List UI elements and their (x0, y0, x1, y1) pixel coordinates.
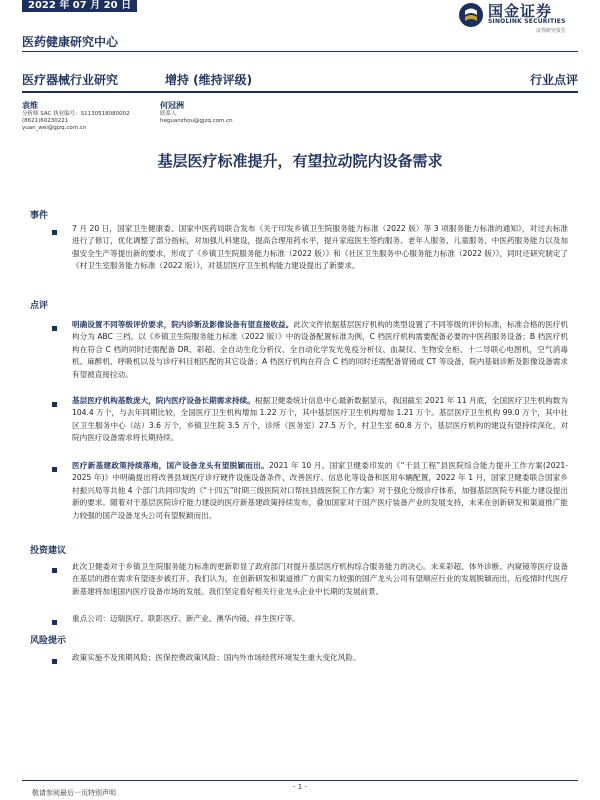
header-divider-thick (22, 91, 578, 93)
comment-text: 此次文件依据基层医疗机构的类型设置了不同等级的评价标准，标准合格的医疗机构分为 ABC 三档。以《乡镇卫生院服务能力标准（2022 版）》中的设备配置标准为例，C 档医疗机构需要配备必要的中医药服务设备；B 档医疗机构在符合 C 档的同时还需配备 DR、彩超、全自动生化分析仪、全自动化学发光免疫分析仪、血凝仪、生物安全柜、十二导联心电图机，空气消毒机、麻醉机、呼吸机以及与诊疗科目相匹配的其它设备；A 档医疗机构在符合 C 档的同时还需配备胃镜或 CT 等设备，院内基础诊断及影像设备需求有望被直接拉动。 (72, 320, 568, 379)
header-divider (22, 51, 578, 52)
logo-text-cn: 国金证券 (488, 2, 553, 20)
bullet-icon (52, 402, 57, 407)
page-number: - 1 - (293, 783, 307, 791)
bullet-icon (52, 230, 57, 235)
bullet-icon (52, 659, 57, 664)
comment-paragraph (72, 395, 568, 445)
comment-text: 根据卫健委统计信息中心最新数据显示，我国截至 2021 年 11 月底，全国医疗卫生机构数为 104.4 万个，与去年同期比较，全国医疗卫生机构增加 1.22 万个，其中基层医疗卫生机构增加 1.21 万个。基层医疗卫生机构 99.0 万个，其中社区卫生服务中心（站）3.6 万个，乡镇卫生院 3.5 万个，诊所（医务室）27.5 万个，村卫生室 60.8 万个。基层医疗机构的建设有望持续深化，对院内医疗设备需求将长期持续。 (72, 396, 569, 443)
bullet-icon (52, 620, 57, 625)
risk-paragraph: 政策实施不及预期风险；医保控费政策风险；国内外市场经营环境发生重大变化风险。 (72, 653, 361, 662)
author-email[interactable]: heguanzhou@gjzq.com.cn (160, 118, 233, 124)
author-name: 袁维 (22, 101, 38, 110)
author-email[interactable]: yuan_wei@gjzq.com.cn (22, 125, 87, 131)
section-heading-risk: 风险提示 (30, 636, 67, 646)
author-block (22, 100, 130, 132)
comment-paragraph (72, 460, 568, 522)
comment-lead: 明确设置不同等级评价要求，院内诊断及影像设备有望直接收益。 (72, 320, 294, 329)
comment-text: 2021 年 10 月，国家卫健委印发的《“千县工程”县医院综合能力提升工作方案(2021-2025 年)》中明确提出将改善县域医疗诊疗硬件设施设备条件，改善医疗、信息化等设备和医用车辆配置，2022 年 1 月，国家卫健委联合国家乡村振兴局等共他 4 个部门共同印发的《“十四五”时期三级医院对口帮扶县级医院工作方案》对于强化分级诊疗体系，加强基层医院专科能力建设提出新的要求。随着对于基层医院诊疗能力建设的医疗新基建政策持续发布，叠加国家对于国产医疗装备产业的发展支持，未来在创新研发和渠道推广能力较强的国产设备龙头公司有望脱颖而出。 (72, 461, 568, 520)
section-heading-event: 事件 (30, 211, 49, 221)
logo-subtitle: 证券研究报告 (536, 28, 567, 34)
disclaimer-note: 敬请参阅最后一页特别声明 (32, 789, 116, 797)
footer-divider (22, 780, 578, 781)
research-center: 医药健康研究中心 (22, 35, 119, 49)
section-heading-advice: 投资建议 (30, 546, 67, 556)
rating: 增持 (维持评级) (165, 73, 253, 87)
comment-lead: 医疗新基建政策持续落地，国产设备龙头有望脱颖而出。 (72, 461, 269, 470)
bullet-icon (52, 568, 57, 573)
bullet-icon (52, 326, 57, 331)
advice-paragraph: 此次卫健委对于乡镇卫生院服务能力标准的更新彰显了政府部门对提升基层医疗机构综合服务能力的决心。未来彩超、体外诊断、内窥镜等医疗设备在基层的潜在需求有望逐步被打开。我们认为，在创新研发和渠道推广方面实力较强的国产龙头公司有望顺应行业的发展脱颖而出，后疫情时代医疗新基建将加速国内医疗设备市场的发展。我们坚定看好相关行业龙头企业中长期的发展前景。 (72, 562, 568, 596)
report-title: 基层医疗标准提升，有望拉动院内设备需求 (157, 152, 443, 170)
report-date: 2022 年 07 月 20 日 (22, 0, 137, 12)
author-role: 联系人 (160, 111, 177, 117)
logo-text-en: SINOLINK SECURITIES (488, 18, 566, 25)
section-heading-comment: 点评 (30, 301, 49, 311)
sinolink-logo-icon (458, 2, 484, 28)
event-paragraph: 7 月 20 日，国家卫生健康委、国家中医药局联合发布《关于印发乡镇卫生院服务能力标准（2022 版）等 3 项服务能力标准的通知》，对过去标准进行了修订，优化调整了部分指标，对加强儿科建设，提高合理用药水平，提升家庭医生签约服务、老年人服务、儿童服务、中医药服务能力以及加强安全生产等提出新的要求，形成了《乡镇卫生院服务能力标准（2022 版）》和《社区卫生服务中心服务能力标准（2022 版）》，同时还研究制定了《村卫生室服务能力标准（2022 版）》，对基层医疗卫生机构能力建设提出了新要求。 (72, 224, 568, 271)
bullet-icon (52, 467, 57, 472)
key-companies: 重点公司：迈瑞医疗、联影医疗、新产业、澳华内镜、祥生医疗等。 (72, 614, 300, 623)
comment-paragraph (72, 319, 568, 381)
author-block (160, 100, 233, 125)
industry-name: 医疗器械行业研究 (22, 73, 119, 87)
author-phone: (8621)60230221 (22, 118, 69, 124)
author-name: 何冠洲 (160, 101, 184, 110)
company-logo (458, 0, 570, 34)
report-type: 行业点评 (529, 73, 578, 87)
author-cert: 分析师 SAC 执业编号：S1130518080002 (22, 111, 130, 117)
comment-lead: 基层医疗机构基数庞大，院内医疗设备长期需求持续。 (72, 396, 255, 405)
